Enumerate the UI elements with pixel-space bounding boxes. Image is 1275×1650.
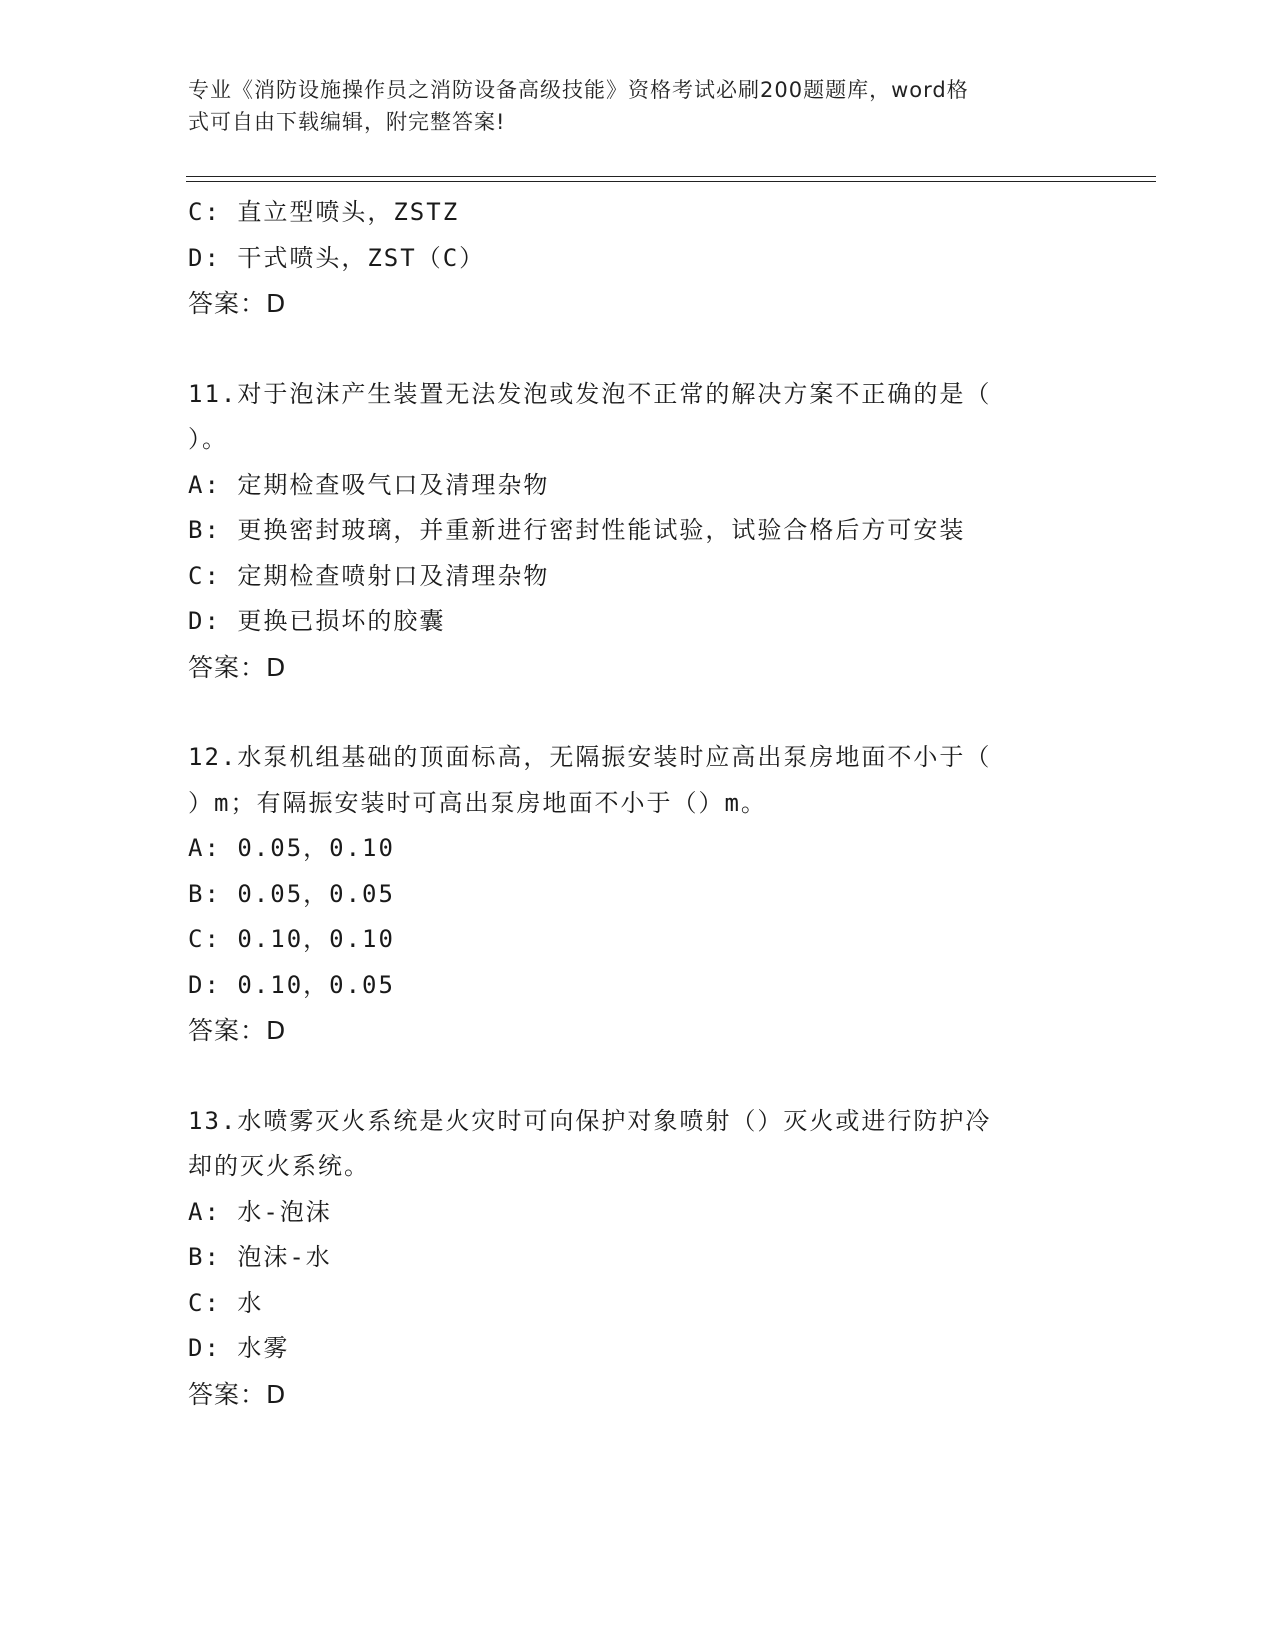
option-c: C: 直立型喷头，ZSTZ — [188, 198, 460, 226]
answer-line: 答案：D — [188, 1016, 287, 1045]
question-11 — [188, 372, 1088, 691]
prev-question-block — [188, 190, 1088, 327]
header-rule-top — [186, 176, 1156, 177]
header-line-2: 式可自由下载编辑，附完整答案! — [188, 110, 506, 134]
spacer — [188, 690, 1088, 735]
answer-line: 答案：D — [188, 652, 287, 682]
question-text-line: 12.水泵机组基础的顶面标高，无隔振安装时应高出泵房地面不小于（ — [188, 743, 992, 771]
option-a: A: 定期检查吸气口及清理杂物 — [188, 470, 550, 499]
option-c: C: 水 — [188, 1288, 264, 1317]
question-text-line: 13.水喷雾灭火系统是火灾时可向保护对象喷射（）灭火或进行防护冷 — [188, 1106, 992, 1135]
option-b: B: 泡沫-水 — [188, 1243, 332, 1271]
spacer — [188, 1054, 1088, 1099]
question-text-line: ）。 — [188, 425, 228, 453]
question-text-line: 却的灭火系统。 — [188, 1152, 370, 1180]
answer-line: 答案：D — [188, 289, 287, 318]
option-b: B: 更换密封玻璃，并重新进行密封性能试验，试验合格后方可安装 — [188, 516, 966, 544]
option-b: B: 0.05，0.05 — [188, 879, 395, 908]
option-c: C: 定期检查喷射口及清理杂物 — [188, 561, 550, 590]
option-d: D: 0.10，0.05 — [188, 970, 395, 999]
option-c: C: 0.10，0.10 — [188, 925, 395, 953]
question-list — [188, 190, 1088, 1417]
spacer — [188, 327, 1088, 372]
option-a: A: 0.05，0.10 — [188, 834, 395, 862]
header-rule-bottom — [186, 181, 1156, 182]
option-d: D: 更换已损坏的胶囊 — [188, 607, 446, 635]
question-text-line: ）m；有隔振安装时可高出泵房地面不小于（）m。 — [188, 788, 767, 817]
question-12 — [188, 735, 1088, 1054]
option-d: D: 水雾 — [188, 1334, 290, 1362]
question-text-line: 11.对于泡沫产生装置无法发泡或发泡不正常的解决方案不正确的是（ — [188, 379, 992, 408]
question-13 — [188, 1099, 1088, 1418]
document-header — [188, 74, 1068, 138]
answer-line: 答案：D — [188, 1379, 287, 1409]
option-d: D: 干式喷头，ZST（C） — [188, 243, 486, 272]
option-a: A: 水-泡沫 — [188, 1197, 332, 1226]
header-line-1: 专业《消防设施操作员之消防设备高级技能》资格考试必刷200题题库，word格 — [188, 78, 969, 102]
